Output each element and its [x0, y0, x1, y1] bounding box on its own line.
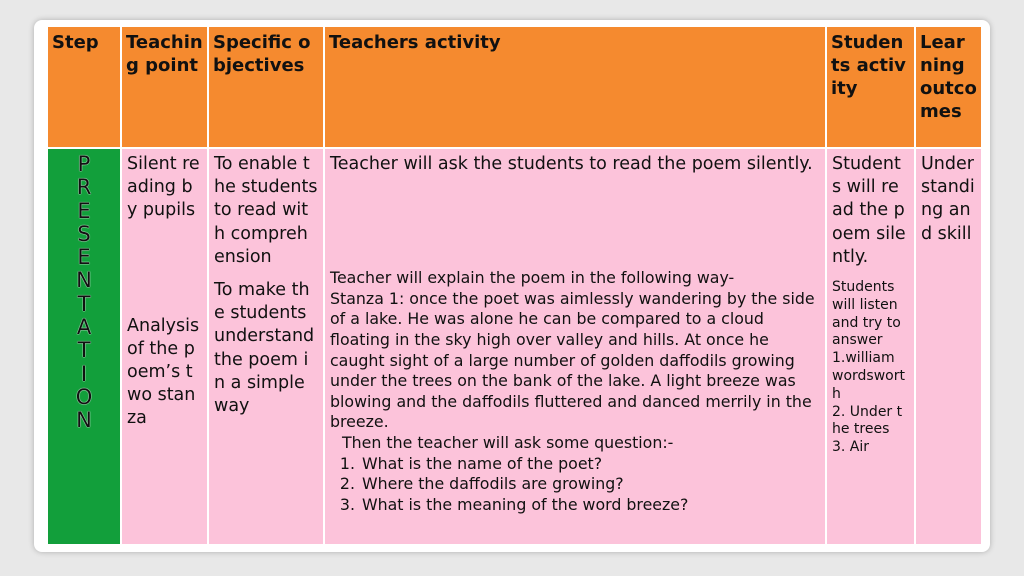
question-list — [330, 454, 820, 516]
teacher-intro: Teacher will ask the students to read the poem silently. — [330, 154, 813, 174]
step-letter: P — [77, 152, 91, 176]
list-item: 3. What is the meaning of the word breeze? — [360, 495, 820, 516]
teaching-point-1: Silent reading by pupils — [127, 154, 200, 221]
step-letter: N — [76, 408, 92, 433]
step-letter: I — [80, 361, 88, 386]
header-teachers-activity: Teachers activity — [324, 26, 826, 148]
teaching-point-cell — [121, 148, 208, 545]
students-read: Students will read the poem silently. — [832, 154, 906, 267]
step-letter: E — [77, 198, 91, 223]
header-learning-outcomes: Learning outcomes — [915, 26, 982, 148]
list-item: 1. What is the name of the poet? — [360, 454, 820, 475]
header-teaching-point: Teaching point — [121, 26, 208, 148]
step-letter: T — [77, 338, 91, 363]
header-step: Step — [47, 26, 121, 148]
header-students-activity: Students activity — [826, 26, 915, 148]
objectives-cell — [208, 148, 324, 545]
teacher-then: Then the teacher will ask some question:- — [342, 432, 674, 452]
step-letter: E — [77, 245, 91, 270]
student-answer: 2. Under the trees — [832, 403, 903, 438]
student-answer: 1.william wordsworth — [832, 350, 905, 402]
students-activity-cell — [826, 148, 915, 545]
table-row — [47, 148, 982, 545]
step-letter: O — [75, 384, 93, 409]
header-specific-objectives: Specific objectives — [208, 26, 324, 148]
step-letter: R — [76, 175, 92, 200]
header-row — [47, 26, 982, 148]
teacher-explain: Teacher will explain the poem in the following way- — [330, 268, 735, 288]
teaching-point-2: Analysis of the poem’s two stanza — [127, 315, 200, 429]
step-letter: N — [76, 268, 92, 293]
step-letter: A — [76, 315, 92, 340]
step-letter: T — [77, 291, 91, 316]
students-listen: Students will listen and try to answer — [832, 279, 901, 349]
step-letters — [48, 153, 120, 433]
teachers-activity-cell — [324, 148, 826, 545]
outcome-1: Understanding and skill — [921, 154, 975, 244]
teacher-stanza: Stanza 1: once the poet was aimlessly wandering by the side of a lake. He was alone he can be compared to a cloud floating in the sky high over valley and hills. At once he caught sight of a large number of golden daffodils growing under the trees on the bank of the lake. A light breeze was blowing and the daffodils fluttered and danced merrily in the breeze. — [330, 288, 815, 432]
list-item: 2. Where the daffodils are growing? — [360, 474, 820, 495]
step-cell — [47, 148, 121, 545]
step-letter: S — [77, 221, 91, 246]
objective-1: To enable the students to read with comprehension — [214, 154, 318, 267]
objective-2: To make the students understand the poem in a simple way — [214, 280, 315, 417]
lesson-plan-table — [46, 25, 983, 546]
learning-outcomes-cell — [915, 148, 982, 545]
student-answer: 3. Air — [832, 439, 870, 456]
